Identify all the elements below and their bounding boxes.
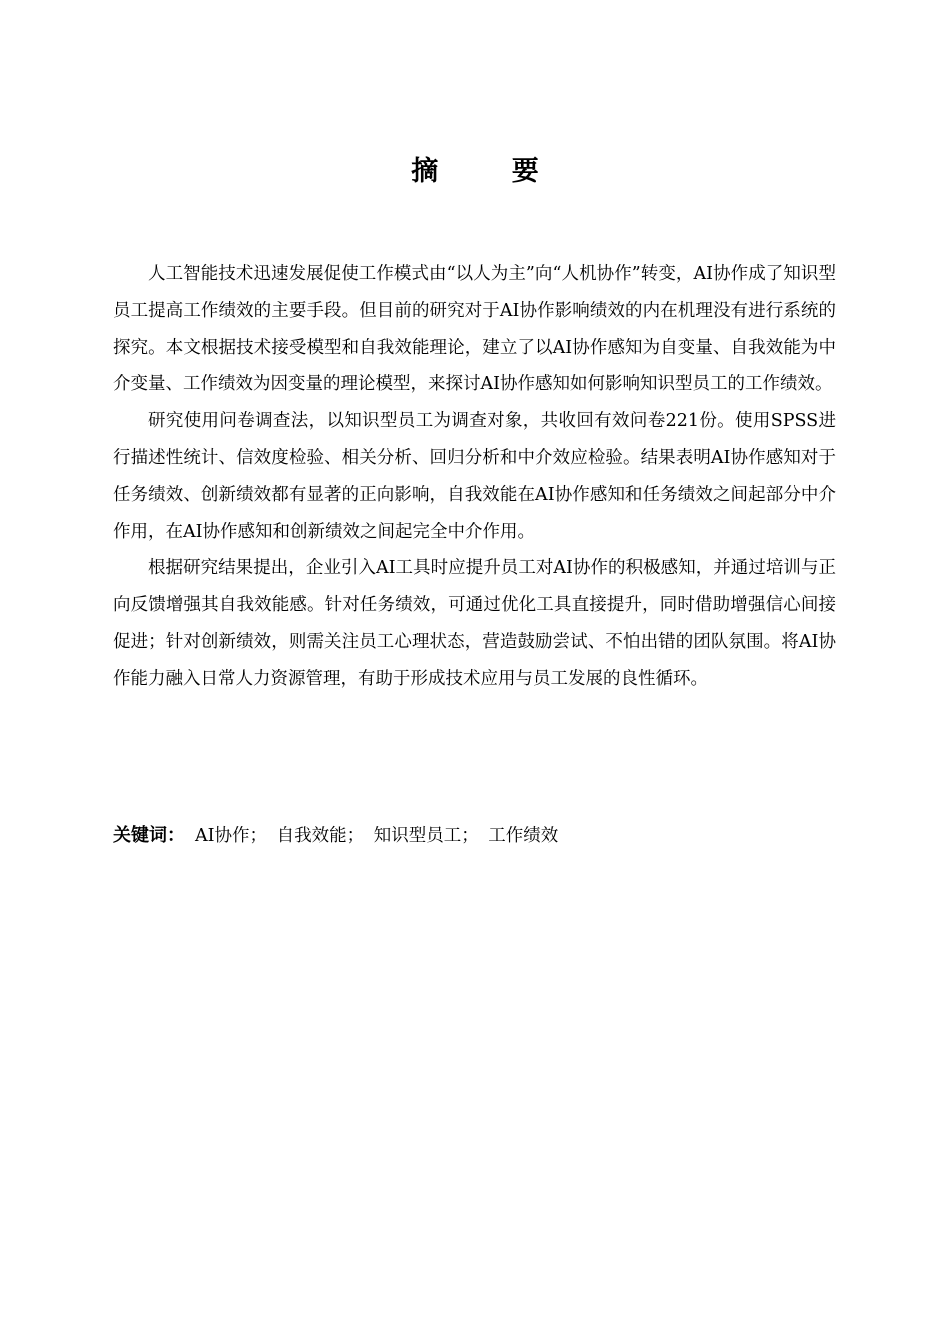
abstract-paragraph-3: 根据研究结果提出，企业引入AI工具时应提升员工对AI协作的积极感知，并通过培训与正向反馈增强其自我效能感。针对任务绩效，可通过优化工具直接提升，同时借助增强信心间接促进；针对创新绩效，则需关注员工心理状态，营造鼓励尝试、不怕出错的团队氛围。将AI协作能力融入日常人力资源管理，有助于形成技术应用与员工发展的良性循环。 [113,558,836,689]
abstract-paragraph-2: 研究使用问卷调查法，以知识型员工为调查对象，共收回有效问卷221份。使用SPSS进行描述性统计、信效度检验、相关分析、回归分析和中介效应检验。结果表明AI协作感知对于任务绩效、创新绩效都有显著的正向影响，自我效能在AI协作感知和任务绩效之间起部分中介作用，在AI协作感知和创新绩效之间起完全中介作用。 [113,411,836,542]
keyword-item: 知识型员工； [373,826,479,846]
abstract-body [113,256,836,698]
keyword-item: AI协作； [195,826,268,846]
keyword-item: 工作绩效 [488,826,559,846]
abstract-paragraph-1: 人工智能技术迅速发展促使工作模式由“以人为主”向“人机协作”转变，AI协作成了知识型员工提高工作绩效的主要手段。但目前的研究对于AI协作影响绩效的内在机理没有进行系统的探究。本文根据技术接受模型和自我效能理论，建立了以AI协作感知为自变量、自我效能为中介变量、工作绩效为因变量的理论模型，来探讨AI协作感知如何影响知识型员工的工作绩效。 [113,264,836,395]
keywords-label: 关键词： [113,825,185,846]
abstract-title: 摘 要 [411,156,571,187]
keyword-item: 自我效能； [276,826,365,846]
keywords-line [113,818,836,854]
